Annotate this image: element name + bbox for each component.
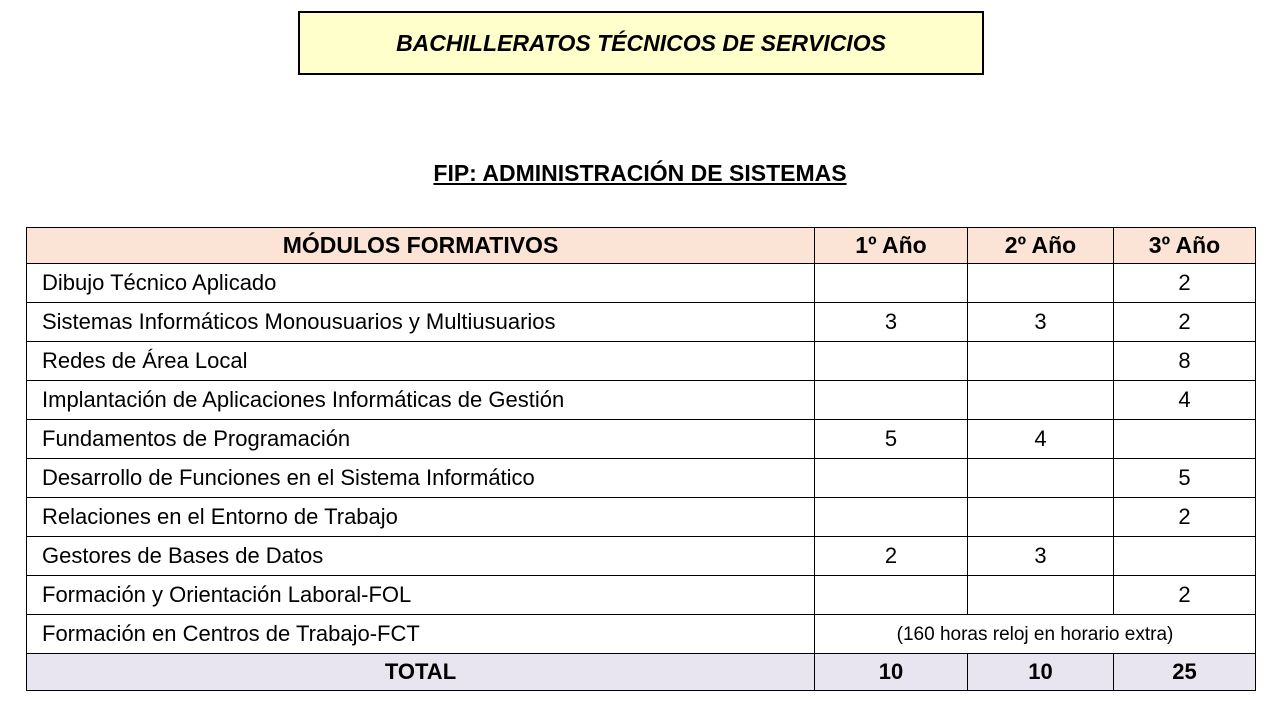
table-row [27,264,1256,303]
table-row [27,459,1256,498]
year-1-hours: 5 [815,420,968,459]
table-row [27,576,1256,615]
table-row-fct [27,615,1256,654]
year-2-hours [968,342,1114,381]
year-1-hours: 3 [815,303,968,342]
module-name: Dibujo Técnico Aplicado [27,264,815,303]
module-name: Gestores de Bases de Datos [27,537,815,576]
year-2-hours [968,264,1114,303]
year-1-hours [815,498,968,537]
total-label: TOTAL [27,654,815,691]
header-year-2: 2º Año [968,228,1114,264]
table-row [27,381,1256,420]
main-title-box [298,11,984,75]
year-3-hours: 2 [1114,576,1256,615]
table-row [27,420,1256,459]
module-name: Sistemas Informáticos Monousuarios y Multiusuarios [27,303,815,342]
year-2-hours [968,498,1114,537]
table-row [27,537,1256,576]
table-row [27,303,1256,342]
year-3-hours [1114,420,1256,459]
header-year-1: 1º Año [815,228,968,264]
header-modulos: MÓDULOS FORMATIVOS [27,228,815,264]
year-2-hours: 3 [968,537,1114,576]
total-year-1: 10 [815,654,968,691]
year-3-hours [1114,537,1256,576]
table-row [27,342,1256,381]
year-1-hours [815,342,968,381]
main-title: BACHILLERATOS TÉCNICOS DE SERVICIOS [396,29,886,56]
header-year-3: 3º Año [1114,228,1256,264]
year-3-hours: 2 [1114,303,1256,342]
year-3-hours: 5 [1114,459,1256,498]
total-row [27,654,1256,691]
year-2-hours: 3 [968,303,1114,342]
year-3-hours: 2 [1114,498,1256,537]
year-3-hours: 8 [1114,342,1256,381]
module-name: Formación en Centros de Trabajo-FCT [27,615,815,654]
table-row [27,498,1256,537]
module-name: Redes de Área Local [27,342,815,381]
table-header-row [27,228,1256,264]
modules-table [26,227,1256,691]
total-year-3: 25 [1114,654,1256,691]
total-year-2: 10 [968,654,1114,691]
module-name: Relaciones en el Entorno de Trabajo [27,498,815,537]
year-1-hours [815,459,968,498]
year-1-hours [815,576,968,615]
year-1-hours [815,381,968,420]
fct-note: (160 horas reloj en horario extra) [815,615,1256,654]
year-1-hours [815,264,968,303]
year-1-hours: 2 [815,537,968,576]
module-name: Implantación de Aplicaciones Informáticas de Gestión [27,381,815,420]
module-name: Fundamentos de Programación [27,420,815,459]
year-2-hours [968,576,1114,615]
subtitle: FIP: ADMINISTRACIÓN DE SISTEMAS [433,160,847,186]
year-2-hours [968,459,1114,498]
year-2-hours: 4 [968,420,1114,459]
year-3-hours: 4 [1114,381,1256,420]
module-name: Desarrollo de Funciones en el Sistema Informático [27,459,815,498]
year-2-hours [968,381,1114,420]
year-3-hours: 2 [1114,264,1256,303]
module-name: Formación y Orientación Laboral-FOL [27,576,815,615]
